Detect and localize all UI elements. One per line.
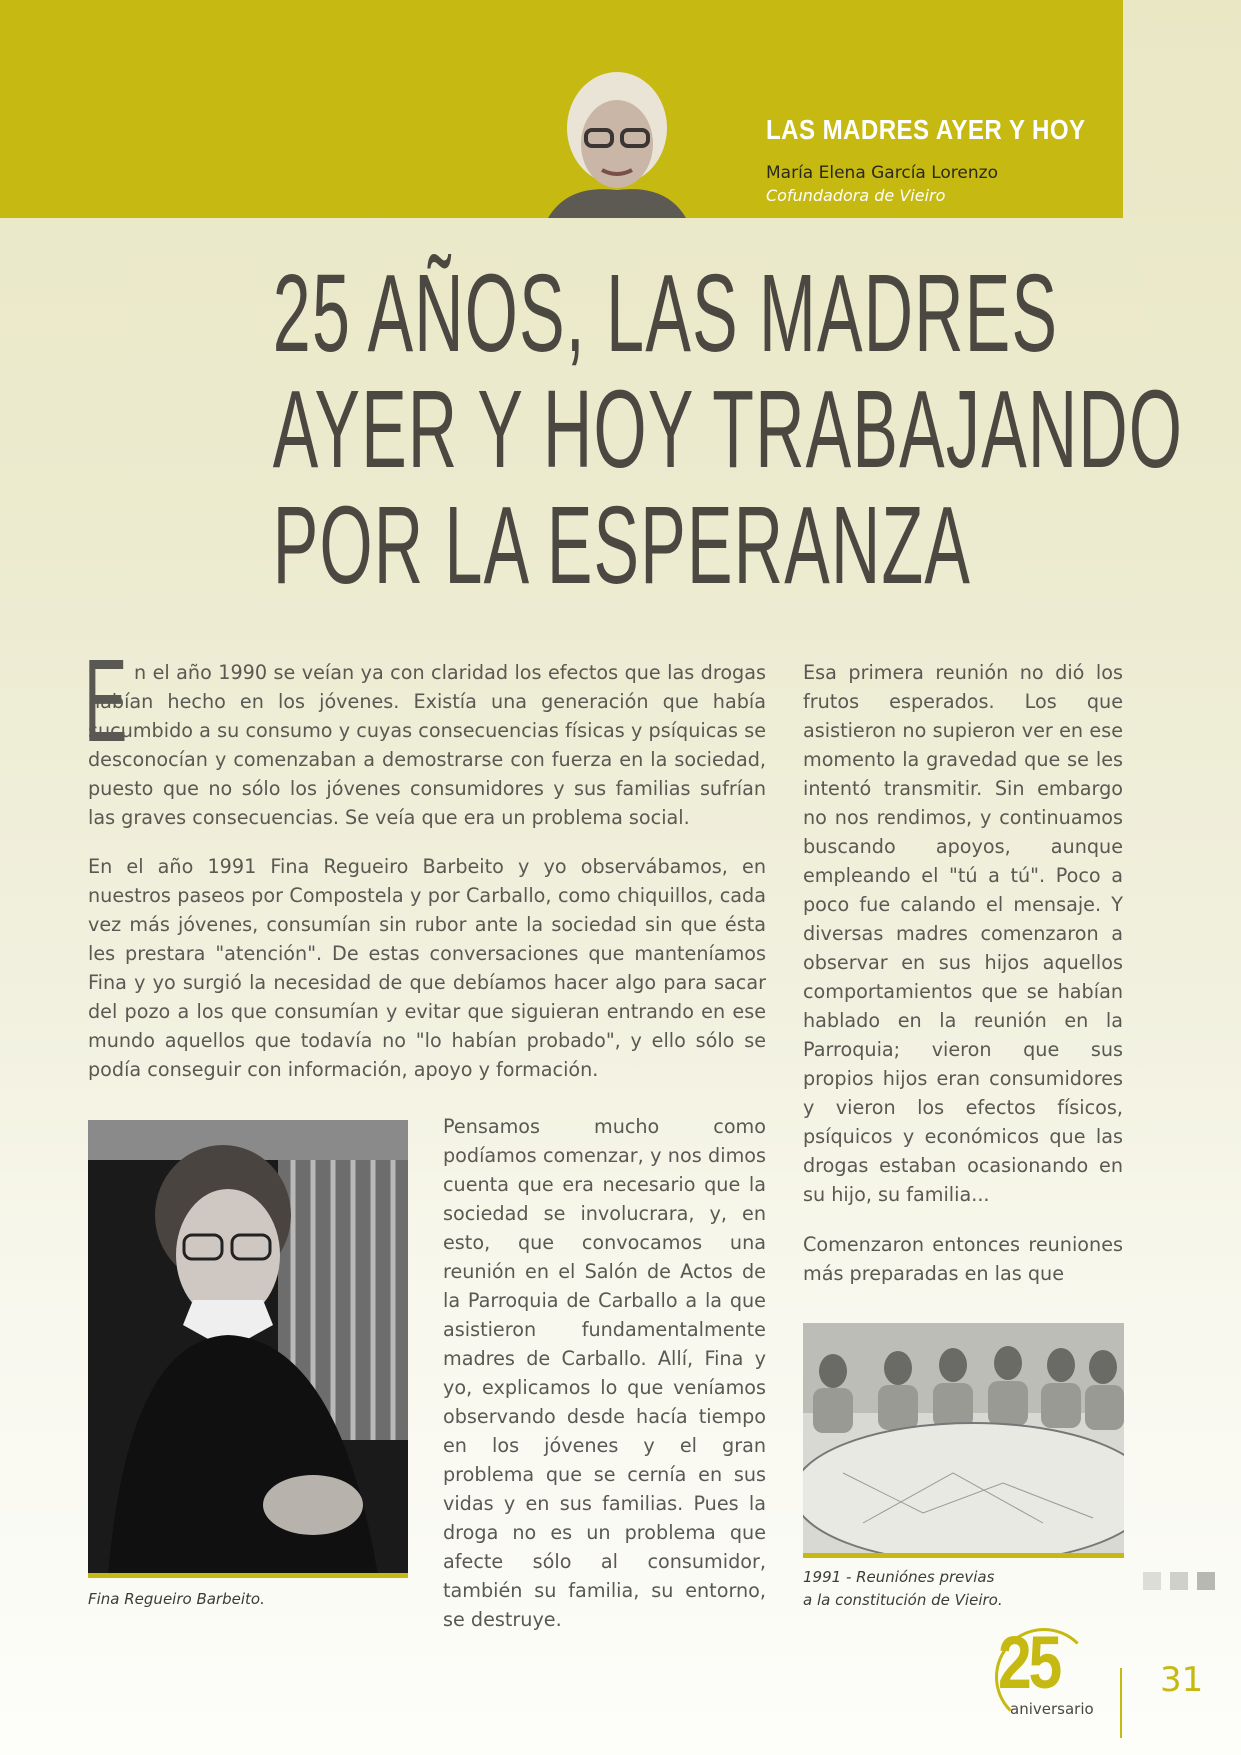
author-portrait [538, 66, 696, 218]
photo-1-accent-bar [88, 1573, 408, 1578]
anniversary-logo-number: 25 [998, 1621, 1059, 1704]
paragraph-4: Esa primera reunión no dió los frutos esperados. Los que asistieron no supieron ver en ese momento la gravedad que se les intentó transmitir. Sin embargo no nos rendimos, y continuamos buscando apoyos, aunque empleando el "tú a tú". Poco a poco fue calando el mensaje. Y diversas madres comenzaron a observar en sus hijos aquellos comportamientos que se habían hablado en la reunión en la Parroquia; vieron que sus propios hijos eran consumidores y vieron los efectos físicos, psíquicos y económicos que las drogas estaban ocasionando en su hijo, su familia... [803, 661, 1123, 1206]
photo-1991-meeting [803, 1323, 1124, 1556]
footer-divider [1120, 1668, 1122, 1738]
decor-square-3 [1197, 1572, 1215, 1590]
page-number: 31 [1160, 1660, 1204, 1700]
paragraph-5: Comenzaron entonces reuniones más preparadas en las que [803, 1233, 1123, 1285]
paragraph-2: En el año 1991 Fina Regueiro Barbeito y yo observábamos, en nuestros paseos por Compostela y por Carballo, como chiquillos, cada vez más jóvenes, consumían sin rubor ante la sociedad sin que ésta les prestara "atención". De estas conversaciones que manteníamos Fina y yo surgió la necesidad de que debíamos hacer algo para sacar del pozo a los que consumían y evitar que siguieran entrando en ese mundo aquellos que todavía no "lo habían probado", y ello sólo se podía conseguir con información, apoyo y formación. [88, 855, 766, 1081]
anniversary-logo-word: aniversario [1010, 1700, 1094, 1718]
article-title [272, 252, 1184, 607]
photo-1-caption: Fina Regueiro Barbeito. [88, 1590, 265, 1608]
drop-cap: E [84, 635, 128, 767]
title-line-2: AYER Y HOY TRABAJANDO [272, 368, 1184, 491]
paragraph-3: Pensamos mucho como podíamos comenzar, y nos dimos cuenta que era necesario que la sociedad se involucrara, y, en esto, que convocamos una reunión en el Salón de Actos de la Parroquia de Carballo a la que asistieron fundamentalmente madres de Carballo. Allí, Fina y yo, explicamos lo que veníamos observando desde hacía tiempo en los jóvenes y el gran problema que se cernía en sus vidas y en sus familias. Pues la droga no es un problema que afecte sólo al consumidor, también su familia, su entorno, se destruye. [443, 1115, 766, 1631]
photo-2-caption-line-2: a la constitución de Vieiro. [803, 1591, 1003, 1609]
title-line-3: POR LA ESPERANZA [272, 484, 972, 607]
author-role: Cofundadora de Vieiro [766, 186, 946, 205]
section-kicker: LAS MADRES AYER Y HOY [766, 114, 1086, 145]
photo-fina-regueiro [88, 1120, 408, 1575]
photo-2-caption-line-1: 1991 - Reuniónes previas [803, 1568, 995, 1586]
paragraph-1: n el año 1990 se veían ya con claridad los efectos que las drogas habían hecho en los jóvenes. Existía una generación que había sucumbido a su consumo y cuyas consecuencias físicas y psíquicas se desconocían y comenzaban a demostrarse con fuerza en la sociedad, puesto que no sólo los jóvenes consumidores y sus familias sufrían las graves consecuencias. Se veía que era un problema social. [88, 661, 766, 829]
author-name: María Elena García Lorenzo [766, 163, 998, 183]
photo-2-accent-bar [803, 1553, 1124, 1558]
decor-square-1 [1143, 1572, 1161, 1590]
title-line-1: 25 AÑOS, LAS MADRES [272, 252, 1059, 375]
photo-2-caption [803, 1566, 1003, 1612]
decor-square-2 [1170, 1572, 1188, 1590]
